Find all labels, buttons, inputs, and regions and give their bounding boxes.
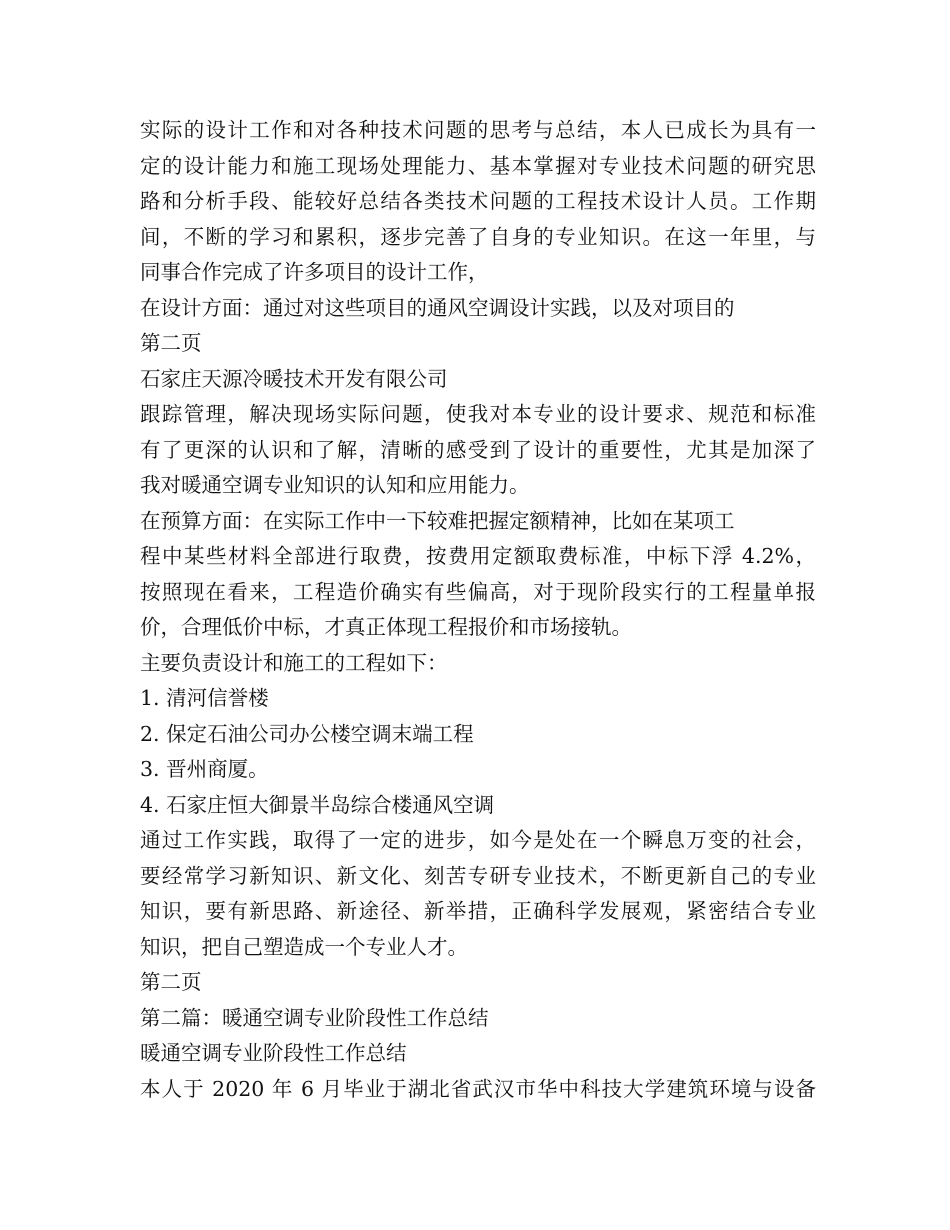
text-line: 本人于 2020 年 6 月毕业于湖北省武汉市华中科技大学建筑环境与设备 [140,1076,816,1101]
text-line: 知识，把自己塑造成一个专业人才。 [140,934,468,959]
section-subtitle: 暖通空调专业阶段性工作总结 [140,1041,407,1065]
text-line: 间，不断的学习和累积，逐步完善了自身的专业知识。在这一年里，与 [140,224,816,249]
text-line: 程中某些材料全部进行取费，按费用定额取费标准，中标下浮 4.2%， [140,544,816,568]
text-line: 知识，要有新思路、新途径、新举措，正确科学发展观，紧密结合专业 [140,899,816,923]
document-body [140,113,816,1107]
company-name: 石家庄天源冷暖技术开发有限公司 [140,366,448,391]
text-line: 按照现在看来，工程造价确实有些偏高，对于现阶段实行的工程量单报 [140,579,816,604]
section-title: 第二篇：暖通空调专业阶段性工作总结 [140,1005,489,1030]
list-item: 2. 保定石油公司办公楼空调末端工程 [140,721,474,746]
page-marker: 第二页 [140,970,202,994]
text-line: 有了更深的认识和了解，清晰的感受到了设计的重要性，尤其是加深了 [140,437,816,462]
text-line: 同事合作完成了许多项目的设计工作， [140,260,489,284]
page-marker: 第二页 [140,331,202,355]
list-heading: 主要负责设计和施工的工程如下： [140,650,448,675]
text-line: 价，合理低价中标，才真正体现工程报价和市场接轨。 [140,615,632,639]
text-line: 定的设计能力和施工现场处理能力、基本掌握对专业技术问题的研究思 [140,153,816,178]
list-item: 4. 石家庄恒大御景半岛综合楼通风空调 [140,792,495,817]
text-line: 跟踪管理，解决现场实际问题，使我对本专业的设计要求、规范和标准 [140,402,816,426]
list-item: 3. 晋州商厦。 [140,757,269,781]
text-line: 我对暖通空调专业知识的认知和应用能力。 [140,473,530,497]
text-line: 在设计方面：通过对这些项目的通风空调设计实践，以及对项目的 [140,295,735,320]
text-line: 通过工作实践，取得了一定的进步，如今是处在一个瞬息万变的社会， [140,828,816,852]
text-line: 路和分析手段、能较好总结各类技术问题的工程技术设计人员。工作期 [140,189,816,213]
text-line: 在预算方面：在实际工作中一下较难把握定额精神，比如在某项工 [140,508,735,533]
text-line: 实际的设计工作和对各种技术问题的思考与总结，本人已成长为具有一 [140,118,816,142]
text-line: 要经常学习新知识、新文化、刻苦专研专业技术，不断更新自己的专业 [140,863,816,888]
list-item: 1. 清河信誉楼 [140,686,269,710]
